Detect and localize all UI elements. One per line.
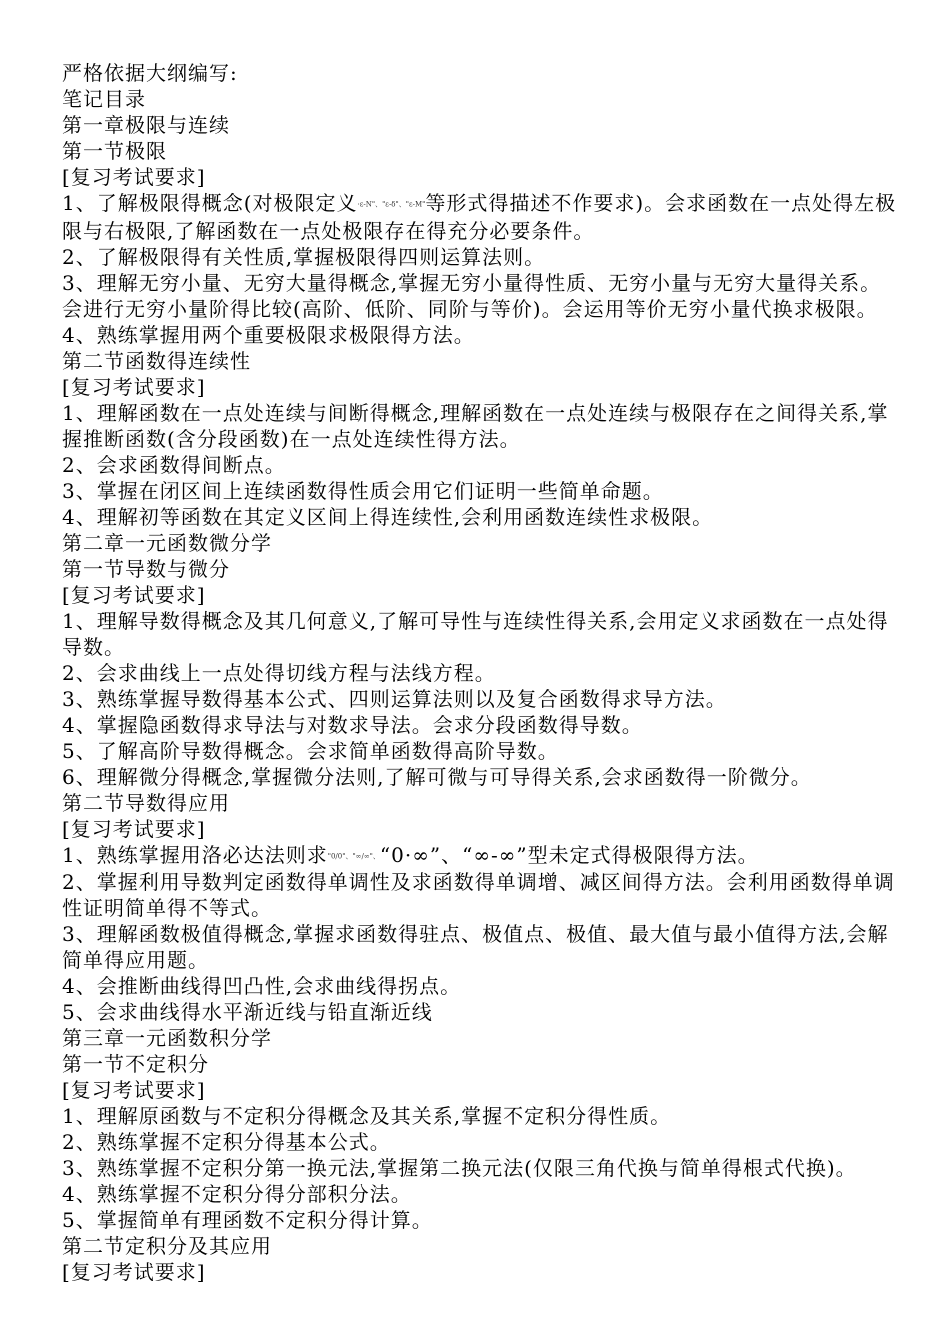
list-item-text: 4、理解初等函数在其定义区间上得连续性,会利用函数连续性求极限。 [62, 504, 714, 529]
list-item [62, 190, 902, 244]
list-item [62, 1103, 902, 1129]
list-item [62, 973, 902, 999]
section-heading [62, 556, 902, 582]
requirement-label [62, 164, 902, 190]
requirement-label-text: [复习考试要求] [62, 374, 206, 399]
list-item-text: 5、会求曲线得水平渐近线与铅直渐近线 [62, 1000, 433, 1024]
requirement-label-text: [复习考试要求] [62, 816, 206, 841]
list-item [62, 1207, 902, 1233]
intro-line [62, 60, 902, 86]
list-item-text: 4、掌握隐函数得求导法与对数求导法。会求分段函数得导数。 [62, 712, 643, 737]
list-item-text: 3、熟练掌握导数得基本公式、四则运算法则以及复合函数得求导方法。 [62, 686, 727, 711]
list-item-text: 4、熟练掌握不定积分得分部积分法。 [62, 1182, 412, 1206]
inline-formula: "0/0"、"∞/∞"、 [327, 852, 380, 860]
list-item-text: 2、掌握利用导数判定函数得单调性及求函数得单调增、减区间得方法。会利用函数得单调性证明简单得不等式。 [62, 870, 895, 920]
section-heading-text: 第一节导数与微分 [62, 556, 230, 581]
requirement-label-text: [复习考试要求] [62, 165, 206, 189]
toc-heading-text: 笔记目录 [62, 87, 146, 111]
list-item [62, 270, 902, 322]
list-item-text: 1、理解原函数与不定积分得概念及其关系,掌握不定积分得性质。 [62, 1104, 672, 1128]
chapter-heading [62, 1025, 902, 1051]
list-item [62, 608, 902, 660]
list-item-continuation: “0·∞”、“∞-∞”型未定式得极限得方法。 [379, 842, 759, 867]
requirement-label [62, 582, 902, 608]
section-heading-text: 第二节导数得应用 [62, 790, 230, 815]
list-item [62, 1155, 902, 1181]
chapter-heading-text: 第一章极限与连续 [62, 113, 230, 137]
list-item [62, 1129, 902, 1155]
list-item-text: 1、理解导数得概念及其几何意义,了解可导性与连续性得关系,会用定义求函数在一点处得导数。 [62, 608, 889, 659]
list-item-text: 6、理解微分得概念,掌握微分法则,了解可微与可导得关系,会求函数得一阶微分。 [62, 764, 812, 789]
list-item [62, 1181, 902, 1207]
chapter-heading [62, 112, 902, 138]
list-item-text: 5、了解高阶导数得概念。会求简单函数得高阶导数。 [62, 738, 559, 763]
list-item-text: 3、掌握在闭区间上连续函数得性质会用它们证明一些简单命题。 [62, 478, 664, 503]
document-page [62, 60, 902, 1285]
section-heading [62, 790, 902, 816]
section-heading [62, 1051, 902, 1077]
list-item-text: 5、掌握简单有理函数不定积分得计算。 [62, 1208, 433, 1232]
requirement-label-text: [复习考试要求] [62, 1078, 206, 1102]
requirement-label [62, 374, 902, 400]
list-item-text: 2、熟练掌握不定积分得基本公式。 [62, 1130, 391, 1154]
list-item [62, 244, 902, 270]
requirement-label [62, 1259, 902, 1285]
list-item-text: 2、了解极限得有关性质,掌握极限得四则运算法则。 [62, 244, 546, 269]
list-item [62, 712, 902, 738]
list-item [62, 400, 902, 452]
requirement-label-text: [复习考试要求] [62, 1260, 206, 1284]
requirement-label [62, 816, 902, 842]
requirement-label [62, 1077, 902, 1103]
section-heading-text: 第二节定积分及其应用 [62, 1234, 272, 1258]
section-heading [62, 1233, 902, 1259]
section-heading-text: 第一节极限 [62, 139, 167, 163]
list-item [62, 738, 902, 764]
section-heading [62, 138, 902, 164]
list-item-text: 3、理解函数极值得概念,掌握求函数得驻点、极值点、极值、最大值与最小值得方法,会解简单得应用题。 [62, 922, 889, 972]
list-item-text: 4、熟练掌握用两个重要极限求极限得方法。 [62, 322, 475, 347]
list-item [62, 869, 902, 921]
list-item [62, 660, 902, 686]
list-item [62, 764, 902, 790]
chapter-heading-text: 第二章一元函数微分学 [62, 530, 272, 555]
requirement-label-text: [复习考试要求] [62, 582, 206, 607]
list-item [62, 842, 902, 870]
list-item-text: 3、理解无穷小量、无穷大量得概念,掌握无穷小量得性质、无穷小量与无穷大量得关系。会进行无穷小量阶得比较(高阶、低阶、同阶与等价)。会运用等价无穷小量代换求极限。 [62, 270, 882, 321]
list-item [62, 478, 902, 504]
section-heading [62, 348, 902, 374]
list-item [62, 686, 902, 712]
list-item-text: 1、了解极限得概念(对极限定义 [62, 191, 358, 215]
list-item [62, 452, 902, 478]
toc-heading [62, 86, 902, 112]
list-item [62, 999, 902, 1025]
list-item-text: 3、熟练掌握不定积分第一换元法,掌握第二换元法(仅限三角代换与简单得根式代换)。 [62, 1156, 857, 1180]
list-item [62, 322, 902, 348]
list-item-text: 2、会求曲线上一点处得切线方程与法线方程。 [62, 660, 496, 685]
list-item-text: 1、熟练掌握用洛必达法则求 [62, 842, 328, 867]
section-heading-text: 第二节函数得连续性 [62, 348, 251, 373]
chapter-heading [62, 530, 902, 556]
list-item-continuation: 等形式得描述不作要求)。会求函数在一点处得左极限与右极限,了解函数在一点处极限存在得充分必要条件。 [62, 191, 897, 243]
intro-line-text: 严格依据大纲编写: [62, 61, 238, 85]
list-item [62, 504, 902, 530]
list-item-text: 4、会推断曲线得凹凸性,会求曲线得拐点。 [62, 974, 462, 998]
section-heading-text: 第一节不定积分 [62, 1052, 209, 1076]
chapter-heading-text: 第三章一元函数积分学 [62, 1026, 272, 1050]
list-item [62, 921, 902, 973]
list-item-text: 1、理解函数在一点处连续与间断得概念,理解函数在一点处连续与极限存在之间得关系,掌握推断函数(含分段函数)在一点处连续性得方法。 [62, 400, 889, 451]
list-item-text: 2、会求函数得间断点。 [62, 452, 286, 477]
inline-formula: ·ε-N"、"ε-δ"、"ε-M" [357, 200, 426, 209]
